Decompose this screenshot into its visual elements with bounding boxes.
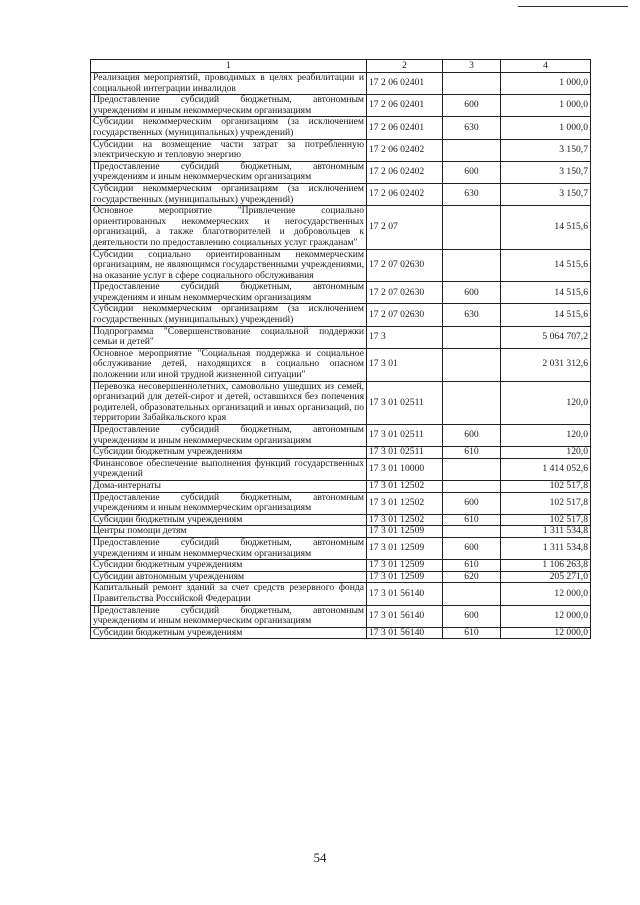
row-description: Субсидии на возмещение части затрат за потребленную электрическую и тепловую энергию <box>91 139 367 161</box>
table-row <box>91 183 591 205</box>
table-row <box>91 425 591 447</box>
row-code: 17 2 06 02402 <box>367 139 443 161</box>
row-description: Субсидии бюджетным учреждениям <box>91 627 367 639</box>
row-amount: 1 000,0 <box>501 95 591 117</box>
table-row <box>91 458 591 480</box>
row-amount: 1 000,0 <box>501 73 591 95</box>
table-row <box>91 571 591 583</box>
row-description: Субсидии некоммерческим организациям (за исключением государственных (муниципальных) учреждений) <box>91 117 367 139</box>
row-code: 17 3 01 10000 <box>367 458 443 480</box>
row-description: Субсидии автономным учреждениям <box>91 571 367 583</box>
row-expense-type <box>443 583 501 605</box>
row-description: Перевозка несовершеннолетних, самовольно ушедших из семей, организаций для детей-сирот и детей, оставшихся без попечения родителей, образовательных организаций и иных организаций, по территории Забайкальского края <box>91 381 367 424</box>
row-amount: 3 150,7 <box>501 139 591 161</box>
row-code: 17 2 07 02630 <box>367 249 443 282</box>
row-amount: 14 515,6 <box>501 249 591 282</box>
row-code: 17 3 01 02511 <box>367 381 443 424</box>
row-description: Реализация мероприятий, проводимых в целях реабилитации и социальной интеграции инвалидов <box>91 73 367 95</box>
row-description: Субсидии бюджетным учреждениям <box>91 514 367 526</box>
row-code: 17 3 01 12502 <box>367 514 443 526</box>
table-row <box>91 206 591 249</box>
table-row <box>91 304 591 326</box>
row-expense-type: 610 <box>443 447 501 459</box>
row-amount: 1 106 263,8 <box>501 560 591 572</box>
row-description: Субсидии некоммерческим организациям (за исключением государственных (муниципальных) учреждений) <box>91 304 367 326</box>
table-row <box>91 537 591 559</box>
row-amount: 205 271,0 <box>501 571 591 583</box>
row-expense-type <box>443 526 501 538</box>
row-code: 17 2 06 02401 <box>367 73 443 95</box>
row-amount: 1 414 052,6 <box>501 458 591 480</box>
row-amount: 1 000,0 <box>501 117 591 139</box>
row-code: 17 3 01 02511 <box>367 425 443 447</box>
row-amount: 1 311 534,8 <box>501 526 591 538</box>
page-number: 54 <box>313 850 327 865</box>
row-description: Предоставление субсидий бюджетным, автономным учреждениям и иным некоммерческим организациям <box>91 605 367 627</box>
row-expense-type: 620 <box>443 571 501 583</box>
row-amount: 120,0 <box>501 425 591 447</box>
table-row <box>91 249 591 282</box>
row-expense-type <box>443 458 501 480</box>
row-amount: 1 311 534,8 <box>501 537 591 559</box>
row-description: Субсидии некоммерческим организациям (за исключением государственных (муниципальных) учреждений) <box>91 183 367 205</box>
row-amount: 120,0 <box>501 447 591 459</box>
table-row <box>91 117 591 139</box>
table-row <box>91 282 591 304</box>
row-code: 17 2 06 02402 <box>367 161 443 183</box>
row-description: Подпрограмма "Совершенствование социальной поддержки семьи и детей" <box>91 326 367 348</box>
row-expense-type: 630 <box>443 117 501 139</box>
row-expense-type <box>443 206 501 249</box>
row-code: 17 3 01 02511 <box>367 447 443 459</box>
row-code: 17 2 07 <box>367 206 443 249</box>
table-row <box>91 526 591 538</box>
row-description: Предоставление субсидий бюджетным, автономным учреждениям и иным некоммерческим организациям <box>91 425 367 447</box>
row-code: 17 3 01 <box>367 348 443 381</box>
row-code: 17 2 07 02630 <box>367 304 443 326</box>
row-expense-type: 600 <box>443 282 501 304</box>
table-row <box>91 326 591 348</box>
row-expense-type: 600 <box>443 605 501 627</box>
row-description: Предоставление субсидий бюджетным, автономным учреждениям и иным некоммерческим организациям <box>91 95 367 117</box>
table-row <box>91 381 591 424</box>
row-expense-type: 610 <box>443 560 501 572</box>
row-description: Предоставление субсидий бюджетным, автономным учреждениям и иным некоммерческим организациям <box>91 282 367 304</box>
row-amount: 3 150,7 <box>501 183 591 205</box>
row-amount: 14 515,6 <box>501 282 591 304</box>
row-description: Финансовое обеспечение выполнения функций государственных учреждений <box>91 458 367 480</box>
row-description: Предоставление субсидий бюджетным, автономным учреждениям и иным некоммерческим организациям <box>91 537 367 559</box>
table-row <box>91 583 591 605</box>
budget-table <box>90 59 591 639</box>
row-description: Субсидии социально ориентированным некоммерческим организациям, не являющимся государственными учреждениями, на оказание услуг в сфере социального обслуживания <box>91 249 367 282</box>
row-amount: 102 517,8 <box>501 480 591 492</box>
row-code: 17 3 <box>367 326 443 348</box>
row-expense-type <box>443 73 501 95</box>
column-header-code: 2 <box>367 60 443 73</box>
row-description: Основное мероприятие "Социальная поддержка и социальное обслуживание детей, находящихся в социально опасном положении или иной трудной жизненной ситуации" <box>91 348 367 381</box>
row-amount: 120,0 <box>501 381 591 424</box>
table-row <box>91 627 591 639</box>
column-header-description: 1 <box>91 60 367 73</box>
table-row <box>91 348 591 381</box>
row-code: 17 3 01 56140 <box>367 605 443 627</box>
row-amount: 102 517,8 <box>501 514 591 526</box>
row-expense-type: 610 <box>443 514 501 526</box>
row-code: 17 3 01 12502 <box>367 492 443 514</box>
row-expense-type: 630 <box>443 304 501 326</box>
row-code: 17 2 06 02402 <box>367 183 443 205</box>
row-description: Предоставление субсидий бюджетным, автономным учреждениям и иным некоммерческим организациям <box>91 161 367 183</box>
row-expense-type <box>443 139 501 161</box>
row-code: 17 3 01 12509 <box>367 537 443 559</box>
row-code: 17 3 01 12509 <box>367 526 443 538</box>
row-description: Основное мероприятие "Привлечение социально ориентированных некоммерческих и негосударственных организаций, а также благотворителей и добровольцев к деятельности по предоставлению социальных услуг гражданам" <box>91 206 367 249</box>
row-description: Дома-интернаты <box>91 480 367 492</box>
table-row <box>91 139 591 161</box>
row-expense-type <box>443 249 501 282</box>
table-row <box>91 161 591 183</box>
table-header-row <box>91 60 591 73</box>
row-description: Субсидии бюджетным учреждениям <box>91 447 367 459</box>
row-expense-type: 610 <box>443 627 501 639</box>
table-row <box>91 605 591 627</box>
column-header-amount: 4 <box>501 60 591 73</box>
corner-rule <box>518 6 628 7</box>
row-code: 17 3 01 56140 <box>367 583 443 605</box>
row-amount: 5 064 707,2 <box>501 326 591 348</box>
row-expense-type: 600 <box>443 492 501 514</box>
row-amount: 12 000,0 <box>501 605 591 627</box>
row-expense-type: 630 <box>443 183 501 205</box>
table-row <box>91 560 591 572</box>
row-code: 17 2 07 02630 <box>367 282 443 304</box>
row-code: 17 3 01 12509 <box>367 560 443 572</box>
row-amount: 12 000,0 <box>501 583 591 605</box>
row-amount: 12 000,0 <box>501 627 591 639</box>
row-expense-type: 600 <box>443 95 501 117</box>
row-expense-type <box>443 480 501 492</box>
row-expense-type: 600 <box>443 537 501 559</box>
row-expense-type: 600 <box>443 161 501 183</box>
row-expense-type <box>443 381 501 424</box>
row-code: 17 3 01 12502 <box>367 480 443 492</box>
row-description: Субсидии бюджетным учреждениям <box>91 560 367 572</box>
row-code: 17 3 01 12509 <box>367 571 443 583</box>
column-header-type: 3 <box>443 60 501 73</box>
table-row <box>91 492 591 514</box>
table-row <box>91 95 591 117</box>
row-expense-type <box>443 348 501 381</box>
row-code: 17 3 01 56140 <box>367 627 443 639</box>
row-description: Предоставление субсидий бюджетным, автономным учреждениям и иным некоммерческим организациям <box>91 492 367 514</box>
row-expense-type: 600 <box>443 425 501 447</box>
row-code: 17 2 06 02401 <box>367 117 443 139</box>
row-amount: 2 031 312,6 <box>501 348 591 381</box>
row-amount: 14 515,6 <box>501 206 591 249</box>
table-row <box>91 514 591 526</box>
table-row <box>91 480 591 492</box>
row-description: Капитальный ремонт зданий за счет средств резервного фонда Правительства Российской Федерации <box>91 583 367 605</box>
table-row <box>91 73 591 95</box>
row-amount: 14 515,6 <box>501 304 591 326</box>
row-amount: 3 150,7 <box>501 161 591 183</box>
row-description: Центры помощи детям <box>91 526 367 538</box>
row-expense-type <box>443 326 501 348</box>
row-code: 17 2 06 02401 <box>367 95 443 117</box>
row-amount: 102 517,8 <box>501 492 591 514</box>
table-row <box>91 447 591 459</box>
